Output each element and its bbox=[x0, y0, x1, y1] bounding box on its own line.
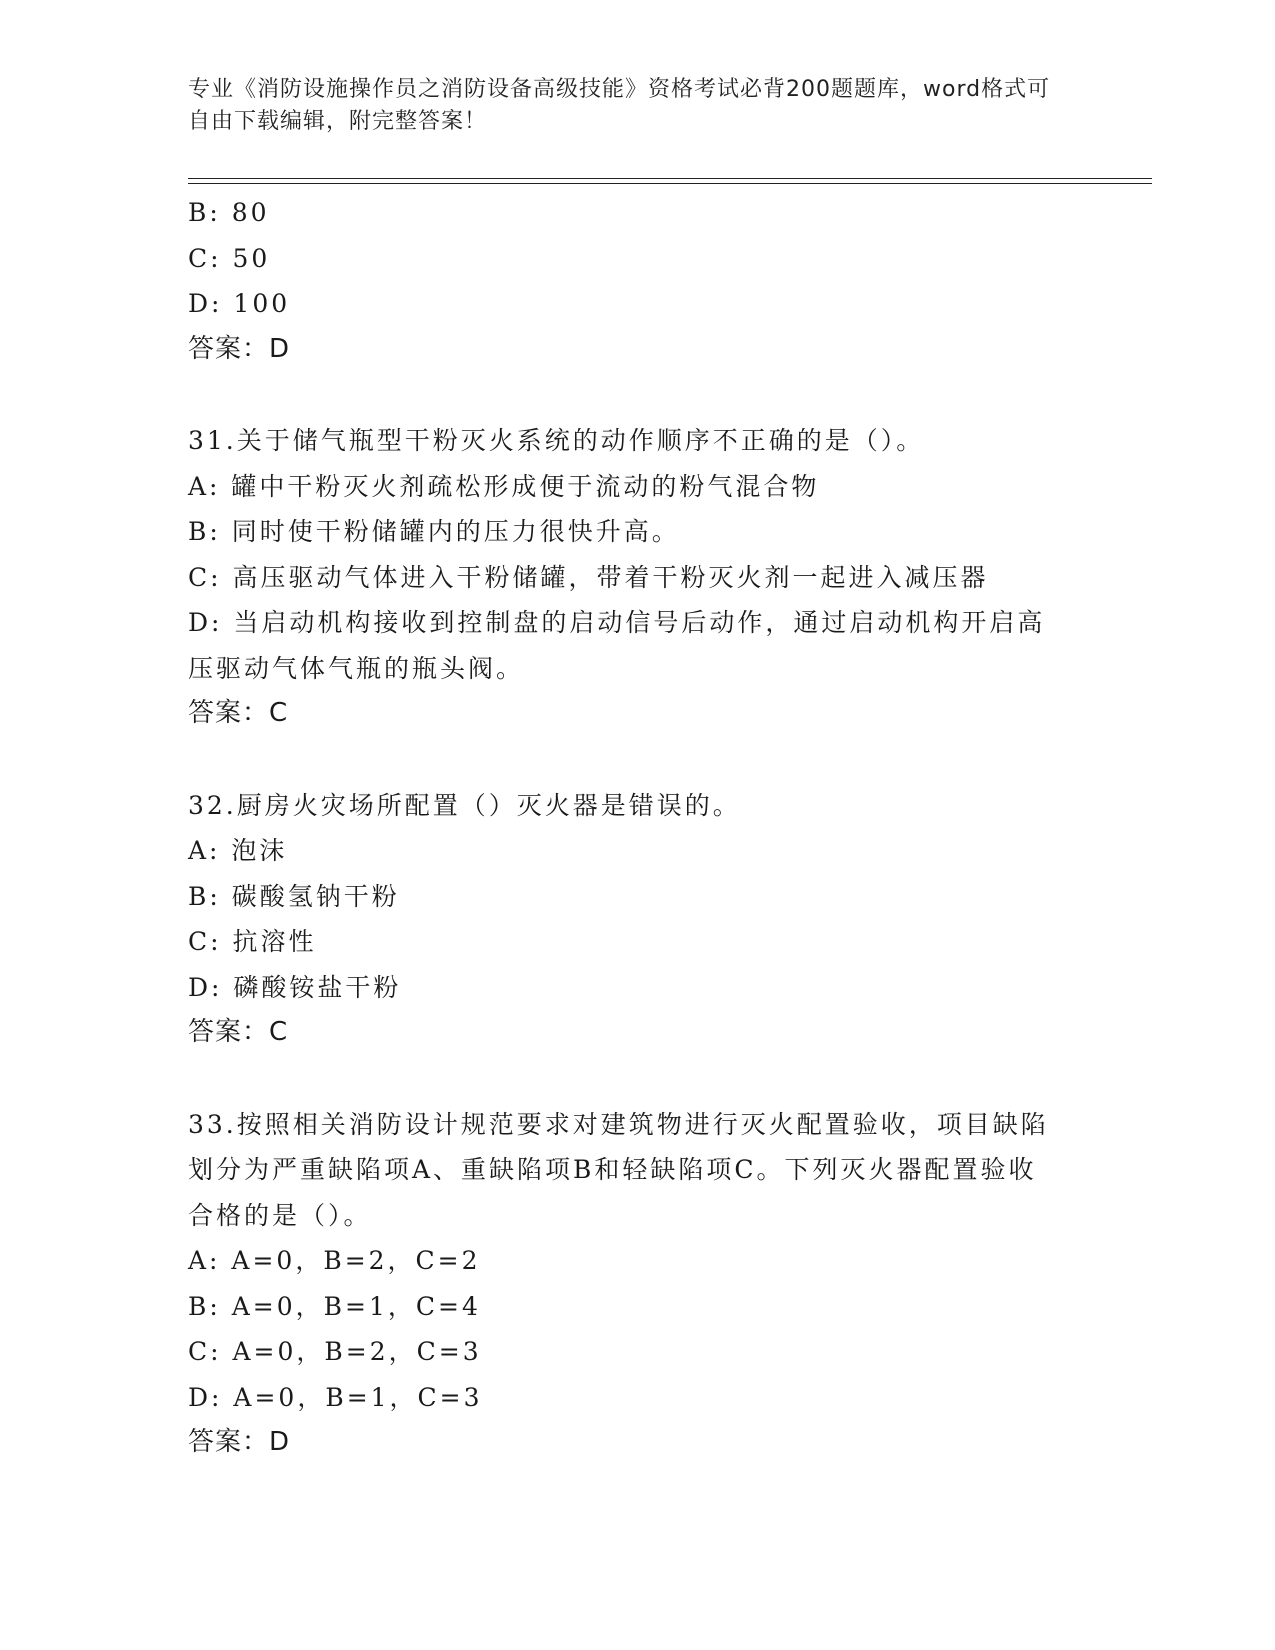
option-c: C: A=0，B=2，C=3 bbox=[188, 1337, 482, 1366]
answer: 答案：C bbox=[188, 698, 289, 728]
answer: 答案：D bbox=[188, 333, 291, 364]
option-b: B: 碳酸氢钠干粉 bbox=[188, 881, 400, 911]
header-rule-bottom bbox=[188, 183, 1152, 184]
option-c: C: 抗溶性 bbox=[188, 927, 317, 956]
question-block-32 bbox=[188, 783, 1088, 1056]
option-b: B: 同时使干粉储罐内的压力很快升高。 bbox=[188, 517, 680, 546]
option-a: A: 罐中干粉灭火剂疏松形成便于流动的粉气混合物 bbox=[188, 471, 820, 501]
option-d: D: 磷酸铵盐干粉 bbox=[188, 972, 402, 1002]
option-d: D: 100 bbox=[188, 289, 291, 318]
question-block-previous bbox=[188, 190, 1088, 372]
question-stem: 31.关于储气瓶型干粉灭火系统的动作顺序不正确的是（）。 bbox=[188, 426, 925, 455]
option-a: A: A=0，B=2，C=2 bbox=[188, 1246, 481, 1275]
spacer bbox=[188, 372, 1088, 418]
spacer bbox=[188, 1056, 1088, 1102]
question-block-31 bbox=[188, 418, 1088, 737]
option-c: C: 高压驱动气体进入干粉储罐，带着干粉灭火剂一起进入减压器 bbox=[188, 562, 989, 592]
document-header: 专业《消防设施操作员之消防设备高级技能》资格考试必背200题题库，word格式可自由下载编辑，附完整答案！ bbox=[188, 77, 1051, 134]
option-b: B: 80 bbox=[188, 198, 270, 227]
option-a: A: 泡沫 bbox=[188, 836, 288, 865]
option-d: D: 当启动机构接收到控制盘的启动信号后动作，通过启动机构开启高压驱动气体气瓶的瓶头阀。 bbox=[188, 608, 1046, 683]
answer: 答案：C bbox=[188, 1017, 289, 1047]
question-list bbox=[188, 190, 1088, 1466]
spacer bbox=[188, 737, 1088, 783]
option-d: D: A=0，B=1，C=3 bbox=[188, 1382, 483, 1412]
header-rule-top bbox=[188, 178, 1152, 179]
question-stem: 33.按照相关消防设计规范要求对建筑物进行灭火配置验收，项目缺陷划分为严重缺陷项A、重缺陷项B和轻缺陷项C。下列灭火器配置验收合格的是（）。 bbox=[188, 1109, 1049, 1230]
option-b: B: A=0，B=1，C=4 bbox=[188, 1291, 481, 1321]
question-stem: 32.厨房火灾场所配置（）灭火器是错误的。 bbox=[188, 790, 741, 820]
option-c: C: 50 bbox=[188, 243, 271, 273]
answer: 答案：D bbox=[188, 1427, 291, 1457]
question-block-33 bbox=[188, 1102, 1088, 1466]
